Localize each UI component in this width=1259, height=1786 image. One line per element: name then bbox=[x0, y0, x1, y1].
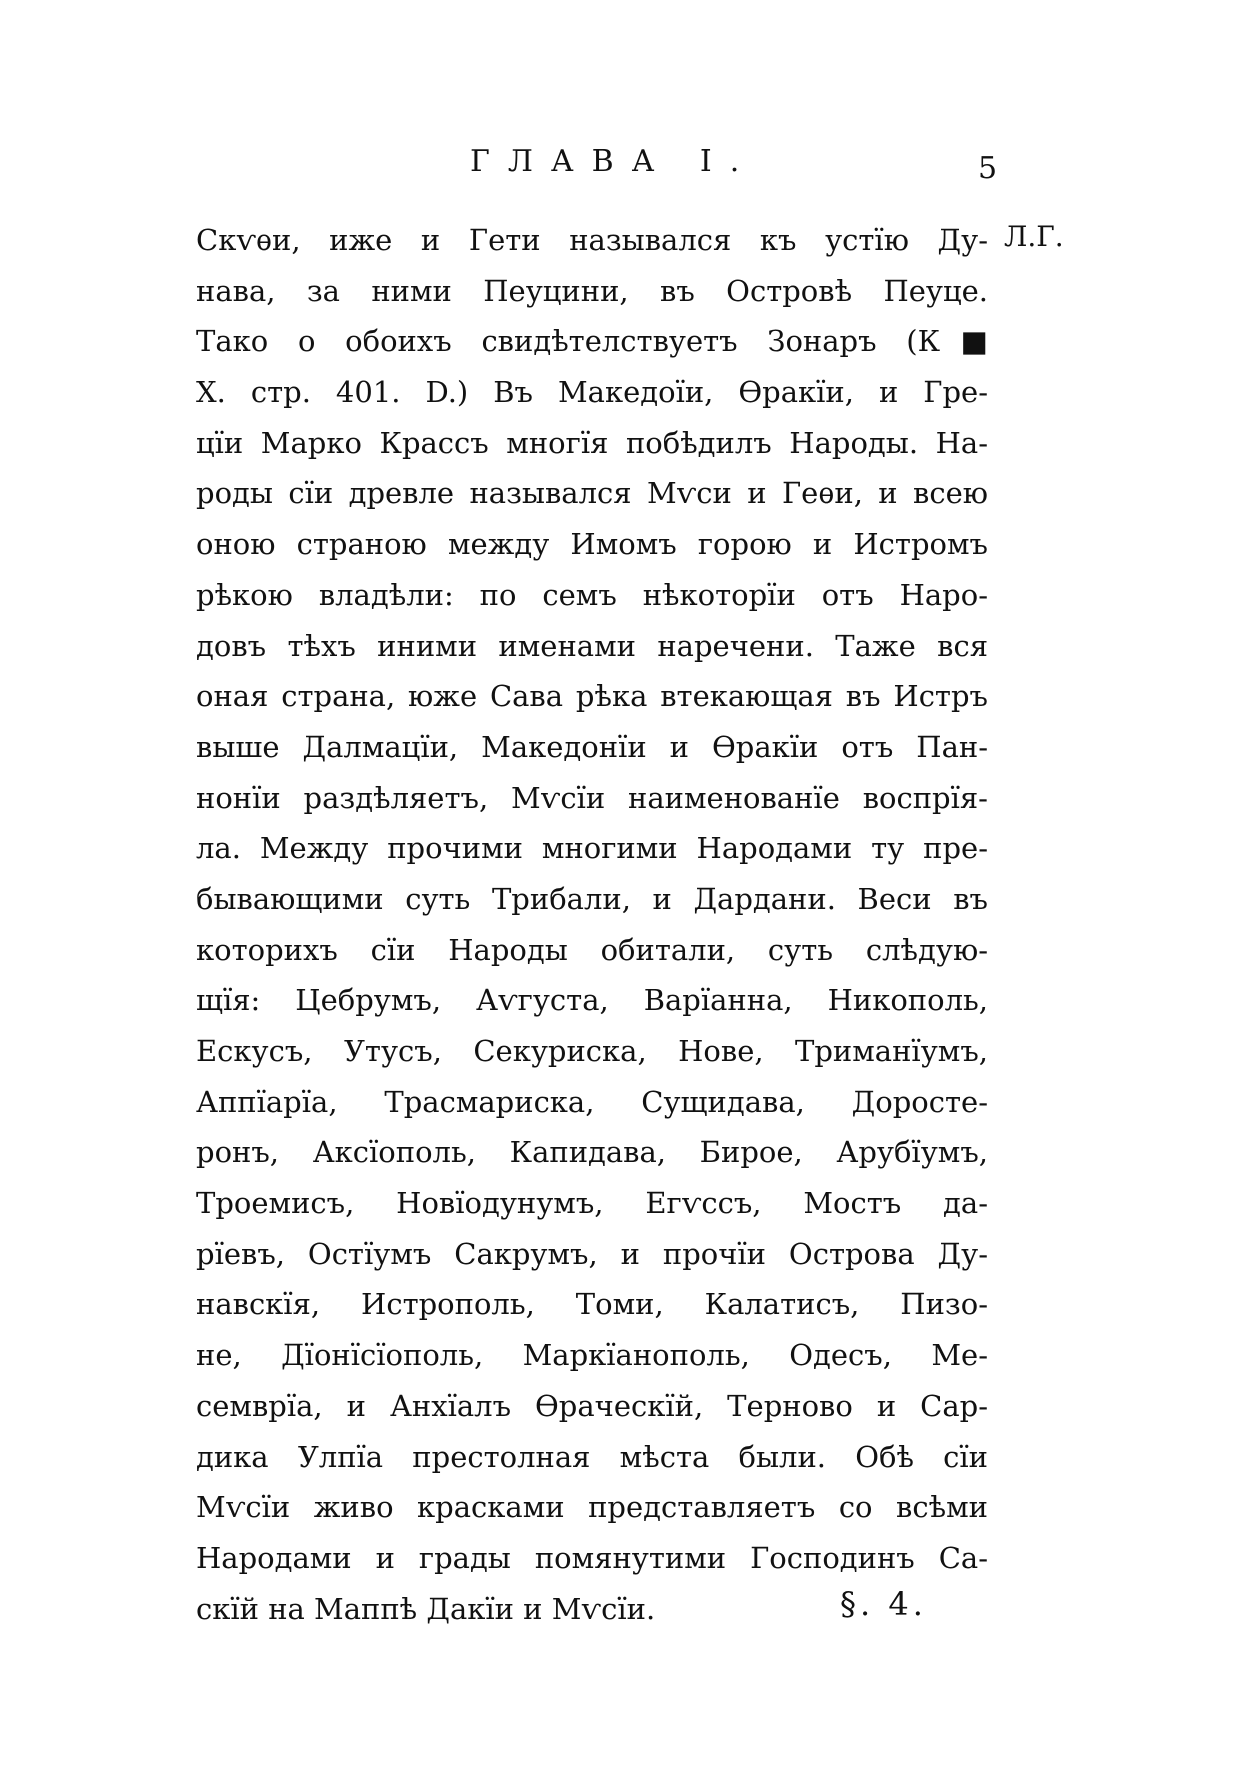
body-text bbox=[196, 215, 988, 1634]
section-catchword: §. 4. bbox=[840, 1585, 927, 1623]
text-line: нонїи раздѣляетъ, Мѵсїи наименованїе воспрїя- bbox=[196, 780, 988, 815]
text-line: оною страною между Имомъ горою и Истромъ bbox=[196, 527, 988, 562]
text-line: Ескусъ, Утусъ, Секуриска, Нове, Триманїумъ, bbox=[196, 1034, 988, 1068]
text-line: выше Далмацїи, Македонїи и Ѳракїи отъ Пан- bbox=[196, 729, 988, 764]
text-line: Троемисъ, Новїодунумъ, Егѵссъ, Мостъ да- bbox=[196, 1186, 988, 1221]
text-line: Аппїарїа, Трасмариска, Сущидава, Доростe- bbox=[196, 1084, 988, 1119]
text-line: Мѵсїи живо красками представляетъ со всѣми bbox=[196, 1490, 988, 1525]
text-line: скїй на Маппѣ Дакїи и Мѵсїи. bbox=[196, 1591, 656, 1626]
text-line: которихъ сїи Народы обитали, суть слѣдую- bbox=[196, 932, 988, 967]
text-line: довъ тѣхъ иними именами наречени. Таже вся bbox=[196, 628, 988, 663]
text-line: X. стр. 401. D.) Въ Македоїи, Ѳракїи, и Гре- bbox=[196, 375, 988, 410]
margin-note: Л.Г. bbox=[1004, 220, 1064, 253]
text-line: Тако о обоихъ свидѣтелствуетъ Зонаръ (К■ bbox=[196, 324, 988, 359]
text-line: Скѵѳи, иже и Гети назывался къ устїю Ду- bbox=[196, 223, 988, 257]
text-line: ронъ, Аксїополь, Капидава, Бирое, Арубїумъ, bbox=[196, 1135, 988, 1170]
text-line: оная страна, юже Сава рѣка втекающая въ Истръ bbox=[196, 679, 988, 714]
text-line: нава, за ними Пеуцини, въ Островѣ Пеуце. bbox=[196, 273, 988, 308]
text-line: рїевъ, Остїумъ Сакрумъ, и прочїи Острова Ду- bbox=[196, 1236, 988, 1271]
text-line: рѣкою владѣли: по семъ нѣкоторїи отъ Наро- bbox=[196, 577, 988, 612]
text-line: дика Улпїа престолная мѣста были. Обѣ сїи bbox=[196, 1439, 988, 1474]
text-line: цїи Марко Крассъ многїя побѣдилъ Народы. На- bbox=[196, 425, 988, 460]
text-line: щїя: Цебрумъ, Аѵгуста, Варїанна, Никополь, bbox=[196, 983, 988, 1018]
page-number: 5 bbox=[978, 151, 998, 186]
text-line: ла. Между прочими многими Народами ту пре- bbox=[196, 831, 988, 866]
text-line: роды сїи древле назывался Мѵси и Геѳи, и всею bbox=[196, 476, 988, 511]
text-line: не, Дїонїсїополь, Маркїанополь, Одесъ, Ме- bbox=[196, 1338, 988, 1373]
text-line: бывающими суть Трибали, и Дардани. Веси въ bbox=[196, 881, 988, 916]
text-line: семврїа, и Анхїалъ Ѳраческїй, Терново и Сар- bbox=[196, 1388, 988, 1423]
text-line: навскїя, Истрополь, Томи, Калатисъ, Пизо- bbox=[196, 1287, 988, 1322]
text-line: Народами и грады помянутими Господинъ Са- bbox=[196, 1540, 988, 1575]
running-head: ГЛАВА I. bbox=[470, 144, 758, 179]
